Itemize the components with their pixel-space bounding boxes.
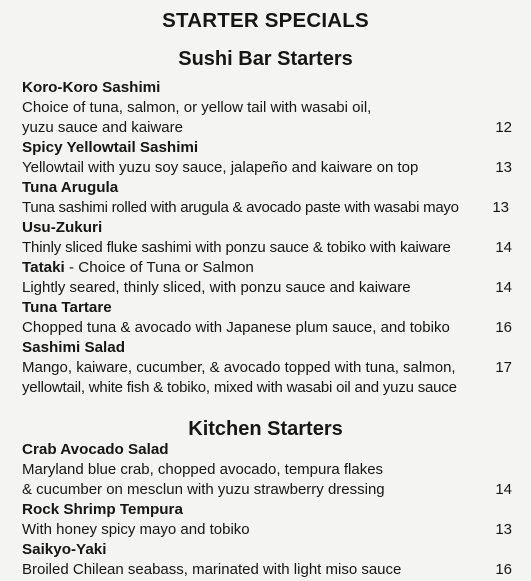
item-description: & cucumber on mesclun with yuzu strawberry dressing xyxy=(22,481,385,498)
item-description: Thinly sliced fluke sashimi with ponzu sauce & tobiko with kaiware xyxy=(22,239,451,256)
item-name: Usu-Zukuri xyxy=(22,219,103,236)
section-title-sushi-bar: Sushi Bar Starters xyxy=(178,48,353,70)
menu-item-usu-zukuri xyxy=(22,218,522,258)
item-description: Broiled Chilean seabass, marinated with light miso sauce xyxy=(22,561,402,578)
item-description: Chopped tuna & avocado with Japanese plum sauce, and tobiko xyxy=(22,319,450,336)
menu-item-sashimi-salad xyxy=(22,338,522,398)
item-price: 14 xyxy=(495,481,512,498)
menu-item-koro-koro-sashimi xyxy=(22,78,522,138)
item-price: 14 xyxy=(495,239,512,256)
menu-item-saikyo-yaki xyxy=(22,540,522,580)
item-description: Tuna sashimi rolled with arugula & avocado paste with wasabi mayo xyxy=(22,199,459,216)
item-name-note: - Choice of Tuna or Salmon xyxy=(64,259,254,276)
item-price: 13 xyxy=(495,159,512,176)
item-description-row xyxy=(22,358,522,378)
item-name: Rock Shrimp Tempura xyxy=(22,501,183,518)
item-description: Choice of tuna, salmon, or yellow tail with wasabi oil, xyxy=(22,99,372,116)
item-description: Lightly seared, thinly sliced, with ponzu sauce and kaiware xyxy=(22,279,411,296)
item-description: Yellowtail with yuzu soy sauce, jalapeño and kaiware on top xyxy=(22,159,419,176)
item-price: 16 xyxy=(495,319,512,336)
menu-item-crab-avocado-salad xyxy=(22,440,522,500)
item-price: 14 xyxy=(495,279,512,296)
item-description-row xyxy=(22,520,522,540)
page-title: STARTER SPECIALS xyxy=(162,9,369,32)
item-description: yuzu sauce and kaiware xyxy=(22,119,183,136)
item-description-row xyxy=(22,118,522,138)
menu-item-spicy-yellowtail-sashimi xyxy=(22,138,522,178)
item-description-row xyxy=(22,560,522,580)
section-title-kitchen: Kitchen Starters xyxy=(188,418,343,440)
item-description-row xyxy=(22,238,522,258)
item-name: Spicy Yellowtail Sashimi xyxy=(22,139,199,156)
item-name-row xyxy=(22,258,522,278)
item-description: yellowtail, white fish & tobiko, mixed with wasabi oil and yuzu sauce xyxy=(22,379,457,396)
item-name: Koro-Koro Sashimi xyxy=(22,79,161,96)
item-name: Tuna Tartare xyxy=(22,299,112,316)
item-description: With honey spicy mayo and tobiko xyxy=(22,521,250,538)
item-description-row xyxy=(22,318,522,338)
item-name: Saikyo-Yaki xyxy=(22,541,107,558)
item-description-row xyxy=(22,480,522,500)
item-price: 13 xyxy=(492,199,509,216)
item-price: 17 xyxy=(495,359,512,376)
menu-item-tataki xyxy=(22,258,522,298)
item-price: 16 xyxy=(495,561,512,578)
item-price: 13 xyxy=(495,521,512,538)
menu-item-rock-shrimp-tempura xyxy=(22,500,522,540)
item-description: Mango, kaiware, cucumber, & avocado topped with tuna, salmon, xyxy=(22,359,456,376)
item-price: 12 xyxy=(495,119,512,136)
item-name: Sashimi Salad xyxy=(22,339,125,356)
item-name: Tuna Arugula xyxy=(22,179,119,196)
item-name: Tataki xyxy=(22,259,65,276)
item-description-row xyxy=(22,198,522,218)
menu-item-tuna-tartare xyxy=(22,298,522,338)
item-description-row xyxy=(22,278,522,298)
menu-item-tuna-arugula xyxy=(22,178,522,218)
item-name: Crab Avocado Salad xyxy=(22,441,169,458)
item-description-row xyxy=(22,158,522,178)
item-description: Maryland blue crab, chopped avocado, tempura flakes xyxy=(22,461,384,478)
